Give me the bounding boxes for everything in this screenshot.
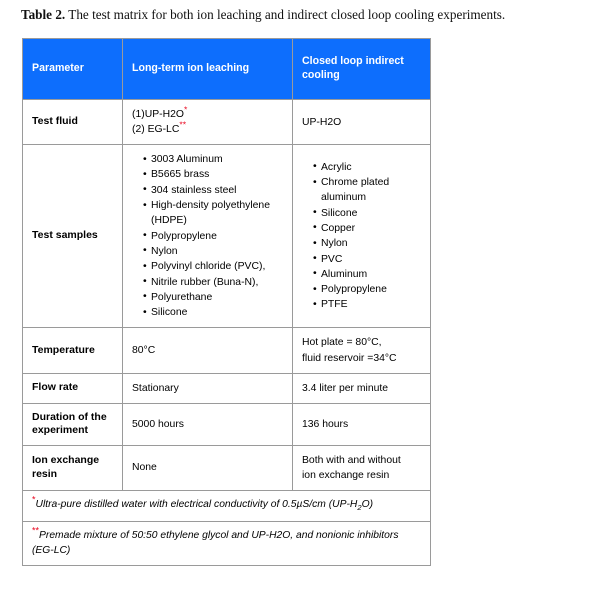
footnote-row [23,491,431,522]
table-header [23,39,431,100]
test-fluid-line-2 [132,119,284,137]
header-long-term-ion-leaching: Long-term ion leaching [123,39,293,100]
test-matrix-table [22,38,431,566]
test-matrix-table-container [22,38,430,566]
table-caption [21,7,586,24]
list-item: • B5665 brass [143,167,284,182]
cell-test-samples-cooling [293,145,431,328]
sample-list-leaching [132,152,284,320]
cell-flow-rate-leaching: Stationary [123,373,293,403]
cell-ion-exchange-cooling [293,445,431,490]
list-item: • Polypropylene [143,229,284,244]
ion-exchange-cooling-line-2: ion exchange resin [302,470,390,482]
row-label-duration: Duration of the experiment [23,403,123,445]
table-row [23,145,431,328]
footnote-text-part-1: Ultra-pure distilled water with electrical conductivity of 0.5µS/cm (UP-H [35,499,358,511]
table-body [23,100,431,566]
footnote-marker-single: * [32,494,36,505]
footnote-text-part-2: O) [361,499,374,511]
list-item: • Nylon [313,236,422,251]
cell-flow-rate-cooling: 3.4 liter per minute [293,373,431,403]
list-item: • Polyvinyl chloride (PVC), [143,259,284,274]
header-row [23,39,431,100]
row-label-test-fluid: Test fluid [23,100,123,145]
row-label-ion-exchange-resin: Ion exchange resin [23,445,123,490]
list-item: • Nylon [143,244,284,259]
list-item: • Aluminum [313,267,422,282]
row-label-test-samples: Test samples [23,145,123,328]
list-item: • High-density polyethylene (HDPE) [143,198,284,229]
cell-test-fluid-leaching [123,100,293,145]
footnote-row [23,521,431,565]
cell-duration-cooling: 136 hours [293,403,431,445]
cell-test-fluid-cooling: UP-H2O [293,100,431,145]
asterisk-marker-single: * [183,104,188,115]
list-item: • Silicone [143,305,284,320]
header-closed-loop-indirect-cooling: Closed loop indirect cooling [293,39,431,100]
footnote-double-asterisk [23,521,431,565]
table-row [23,100,431,145]
header-parameter: Parameter [23,39,123,100]
table-row [23,403,431,445]
test-fluid-value-2: (2) EG-LC [132,124,180,136]
list-item: • PVC [313,252,422,267]
test-fluid-line-1 [132,104,284,122]
sample-list-cooling [302,160,422,313]
list-item: • Acrylic [313,160,422,175]
asterisk-marker-double: ** [179,119,187,130]
list-item: • Polyurethane [143,290,284,305]
table-row [23,328,431,373]
footnote-single-asterisk [23,491,431,522]
list-item: • Chrome plated aluminum [313,175,422,206]
table-row [23,373,431,403]
list-item: • Silicone [313,206,422,221]
ion-exchange-cooling-line-1: Both with and without [302,454,401,466]
footnote-subscript: 2 [357,503,362,513]
list-item: • PTFE [313,297,422,312]
cell-temperature-cooling [293,328,431,373]
table-row [23,445,431,490]
list-item: • Copper [313,221,422,236]
footnote-marker-double: ** [32,525,40,536]
list-item: • 304 stainless steel [143,183,284,198]
temperature-cooling-line-2: fluid reservoir =34°C [302,352,397,364]
test-fluid-value-1: (1)UP-H2O [132,109,184,120]
row-label-temperature: Temperature [23,328,123,373]
temperature-cooling-line-1: Hot plate = 80°C, [302,337,382,349]
cell-duration-leaching: 5000 hours [123,403,293,445]
caption-label: Table 2. [21,7,66,22]
list-item: • Nitrile rubber (Buna-N), [143,275,284,290]
caption-text: The test matrix for both ion leaching and indirect closed loop cooling experiments. [65,7,506,22]
footnote-text-double: Premade mixture of 50:50 ethylene glycol and UP-H2O, and nonionic inhibitors (EG-LC) [32,529,399,556]
cell-temperature-leaching: 80°C [123,328,293,373]
row-label-flow-rate: Flow rate [23,373,123,403]
cell-test-samples-leaching [123,145,293,328]
list-item: • Polypropylene [313,282,422,297]
cell-ion-exchange-leaching: None [123,445,293,490]
list-item: • 3003 Aluminum [143,152,284,167]
